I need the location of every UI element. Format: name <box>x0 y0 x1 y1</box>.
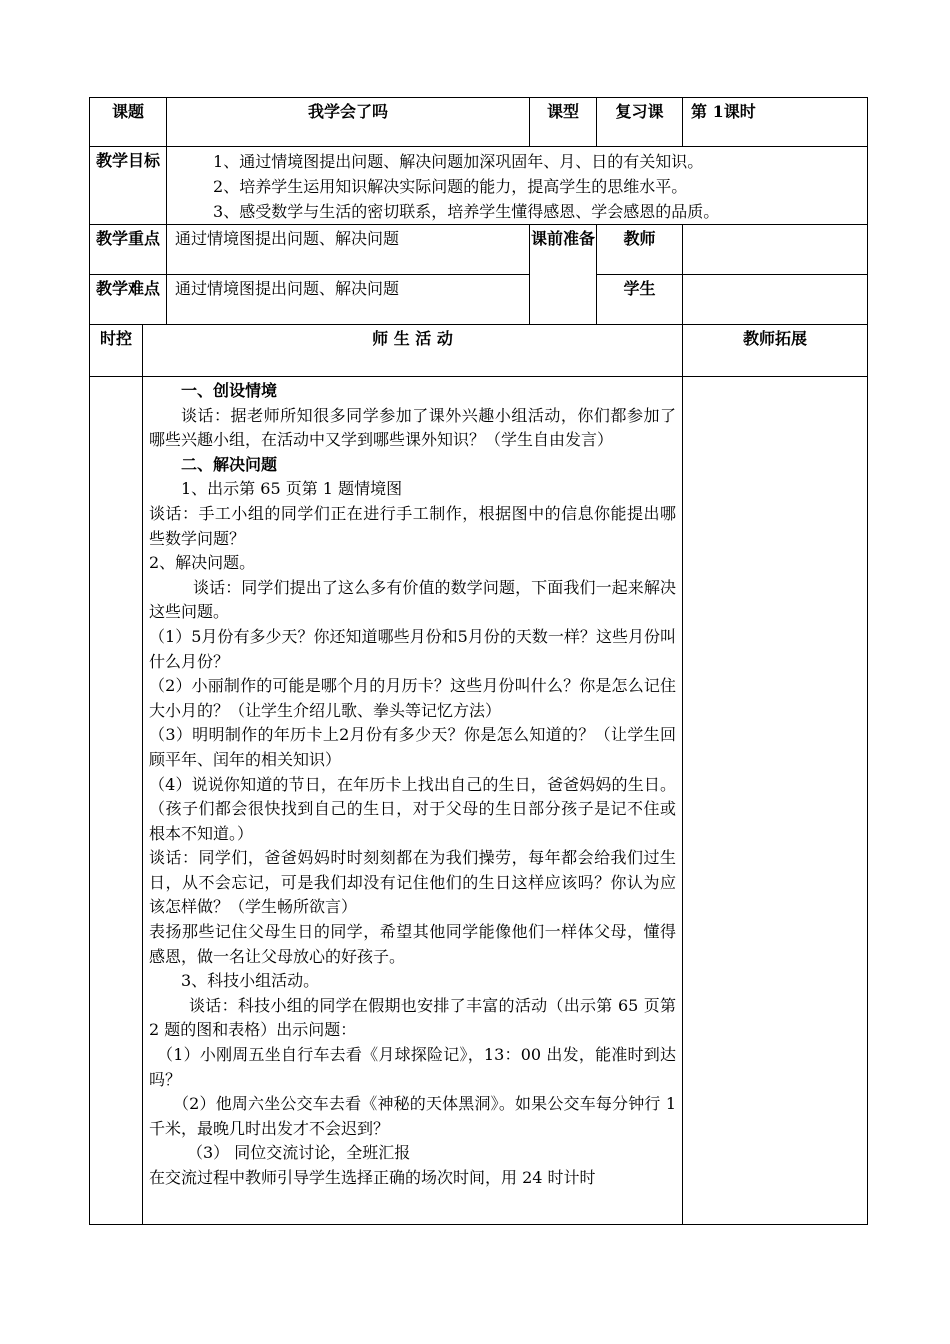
topic-value: 我学会了吗 <box>167 98 530 147</box>
activity-paragraph: 谈话：科技小组的同学在假期也安排了丰富的活动（出示第 65 页第 2 题的图和表格）出示问题： <box>149 995 677 1040</box>
section-heading: 一、创设情境 <box>181 381 278 400</box>
prep-label: 课前准备 <box>530 225 597 325</box>
time-control-label: 时控 <box>90 325 143 377</box>
goals-label: 教学目标 <box>90 147 167 225</box>
activity-paragraph: 2、解决问题。 <box>149 553 256 573</box>
lesson-plan-table <box>89 97 868 1225</box>
goal-item: 2、培养学生运用知识解决实际问题的能力，提高学生的思维水平。 <box>213 177 688 196</box>
activity-paragraph: 1、出示第 65 页第 1 题情境图 <box>181 479 403 499</box>
key-point-label: 教学重点 <box>90 225 167 275</box>
difficult-point-row <box>90 275 868 325</box>
goal-item: 1、通过情境图提出问题、解决问题加深巩固年、月、日的有关知识。 <box>213 152 704 171</box>
activity-paragraph: （2）他周六坐公交车去看《神秘的天体黑洞》。如果公交车每分钟行 1 千米，最晚几时出发才不会迟到？ <box>149 1094 677 1138</box>
header-row <box>90 98 868 147</box>
activity-paragraph: 谈话：同学们提出了这么多有价值的数学问题，下面我们一起来解决这些问题。 <box>149 577 677 622</box>
difficult-point-label: 教学难点 <box>90 275 167 325</box>
topic-label: 课题 <box>90 98 167 147</box>
activity-row <box>90 377 868 1225</box>
key-point-row <box>90 225 868 275</box>
activity-paragraph: （1）5月份有多少天？你还知道哪些月份和5月份的天数一样？这些月份叫什么月份？ <box>149 626 677 671</box>
prep-student-value <box>683 275 868 325</box>
period-value: 第 1课时 <box>683 98 868 147</box>
column-header-row <box>90 325 868 377</box>
activity-paragraph: （2）小丽制作的可能是哪个月的月历卡？这些月份叫什么？你是怎么记住大小月的？（让学生介绍儿歌、拳头等记忆方法） <box>149 676 677 720</box>
prep-teacher-label: 教师 <box>597 225 683 275</box>
goals-list <box>167 147 868 225</box>
goal-item: 3、感受数学与生活的密切联系，培养学生懂得感恩、学会感恩的品质。 <box>213 202 720 221</box>
goals-row <box>90 147 868 225</box>
activity-paragraph: 在交流过程中教师引导学生选择正确的场次时间，用 24 时计时 <box>149 1168 596 1187</box>
prep-teacher-value <box>683 225 868 275</box>
teacher-extension-label: 教师拓展 <box>683 325 868 377</box>
activity-paragraph: 谈话：手工小组的同学们正在进行手工制作，根据图中的信息你能提出哪些数学问题？ <box>149 503 677 548</box>
activity-label: 师 生 活 动 <box>143 325 683 377</box>
lesson-type-label: 课型 <box>530 98 597 147</box>
activity-paragraph: 谈话：据老师所知很多同学参加了课外兴趣小组活动，你们都参加了哪些兴趣小组，在活动中又学到哪些课外知识？（学生自由发言） <box>149 405 677 450</box>
difficult-point-value: 通过情境图提出问题、解决问题 <box>167 275 530 325</box>
activity-paragraph: 谈话：同学们，爸爸妈妈时时刻刻都在为我们操劳，每年都会给我们过生日，从不会忘记，可是我们却没有记住他们的生日这样应该吗？你认为应该怎样做？（学生畅所欲言） <box>149 848 677 917</box>
activity-paragraph: 表扬那些记住父母生日的同学，希望其他同学能像他们一样体父母，懂得感恩，做一名让父母放心的好孩子。 <box>149 922 677 966</box>
time-control-cell <box>90 377 143 1225</box>
activity-paragraph: 3、科技小组活动。 <box>181 971 320 991</box>
activity-paragraph: （1）小刚周五坐自行车去看《月球探险记》，13：00 出发，能准时到达吗？ <box>149 1045 677 1089</box>
prep-student-label: 学生 <box>597 275 683 325</box>
teacher-extension-cell <box>683 377 868 1225</box>
lesson-type-value: 复习课 <box>597 98 683 147</box>
activity-content <box>143 377 683 1225</box>
activity-paragraph: （3） 同位交流讨论，全班汇报 <box>187 1143 411 1163</box>
activity-paragraph: （4）说说你知道的节日，在年历卡上找出自己的生日，爸爸妈妈的生日。（孩子们都会很快找到自己的生日，对于父母的生日部分孩子是记不住或根本不知道。） <box>149 774 677 843</box>
key-point-value: 通过情境图提出问题、解决问题 <box>167 225 530 275</box>
activity-paragraph: （3）明明制作的年历卡上2月份有多少天？你是怎么知道的？（让学生回顾平年、闰年的相关知识） <box>149 725 677 769</box>
section-heading: 二、解决问题 <box>181 454 278 474</box>
